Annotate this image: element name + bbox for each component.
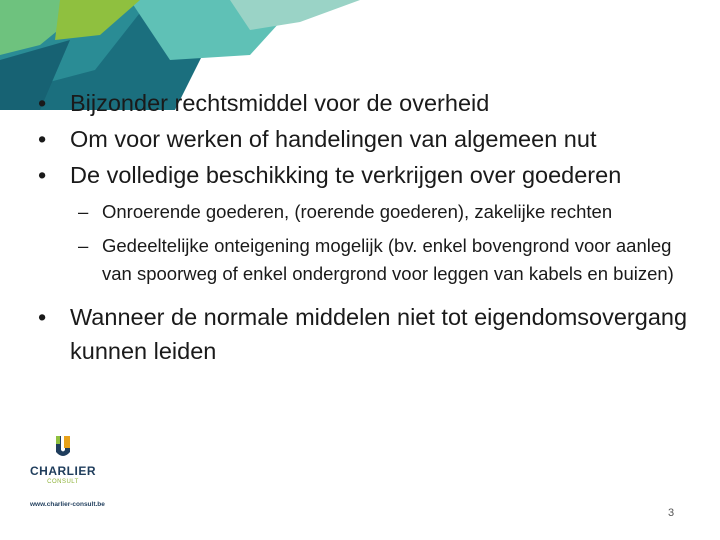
- bullet-text: Om voor werken of handelingen van algemeen nut: [70, 126, 597, 152]
- logo-brand-text: CHARLIER: [30, 464, 96, 478]
- website-url[interactable]: www.charlier-consult.be: [30, 501, 105, 508]
- bullet-marker: •: [38, 126, 47, 152]
- bullet-text: De volledige beschikking te verkrijgen over goederen: [70, 162, 622, 188]
- sub-bullet-text: Gedeeltelijke onteigening mogelijk (bv. enkel bovengrond voor aanleg van spoorweg of enkel ondergrond voor leggen van kabels en buizen): [102, 235, 674, 284]
- bullet-item: [38, 122, 698, 156]
- sub-bullet-text: Onroerende goederen, (roerende goederen), zakelijke rechten: [102, 201, 613, 222]
- bullet-marker: •: [38, 304, 47, 330]
- bullet-marker: •: [38, 90, 47, 116]
- bullet-item: [38, 86, 698, 120]
- bullet-item: [38, 158, 698, 192]
- page-number: 3: [668, 507, 675, 519]
- bullet-text: Bijzonder rechtsmiddel voor de overheid: [70, 90, 490, 116]
- slide-body: [38, 86, 698, 370]
- sub-bullet-item: [78, 198, 698, 226]
- bullet-marker: •: [38, 162, 47, 188]
- logo-mark-icon: [30, 434, 96, 464]
- bullet-text: Wanneer de normale middelen niet tot eigendomsovergang kunnen leiden: [70, 304, 688, 364]
- dash-marker: –: [78, 201, 89, 222]
- sub-bullet-item: [78, 232, 698, 288]
- bullet-item: [38, 300, 698, 368]
- dash-marker: –: [78, 235, 89, 256]
- charlier-logo: [30, 434, 106, 485]
- logo-sub-text: CONSULT: [47, 479, 79, 485]
